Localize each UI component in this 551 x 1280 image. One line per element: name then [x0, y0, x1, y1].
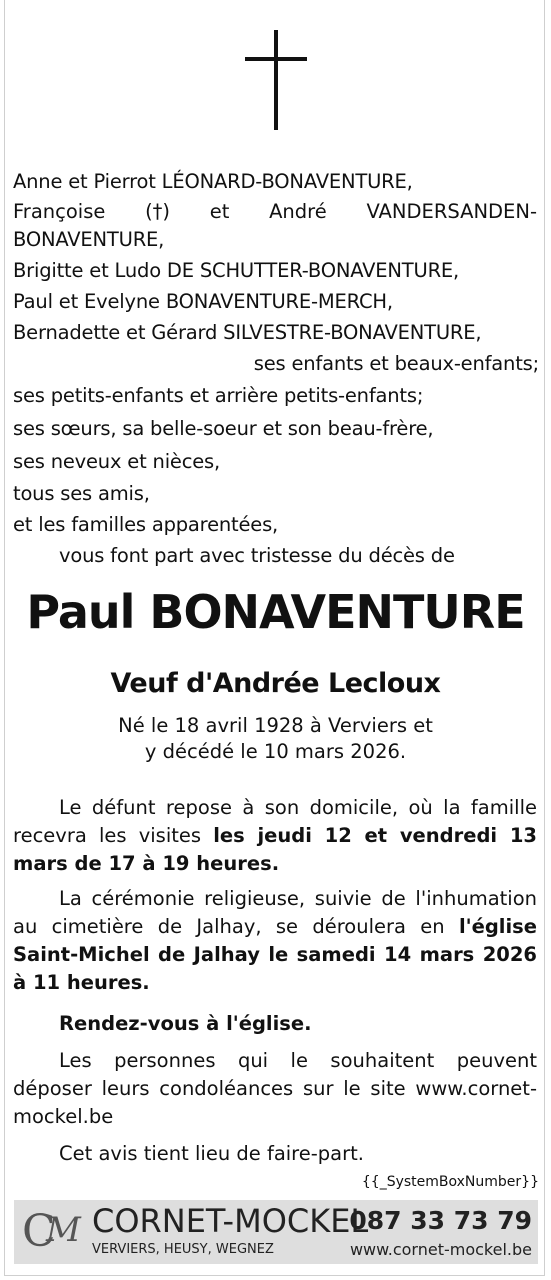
- family-line-11: tous ses amis,: [13, 482, 150, 505]
- family-line-5: Paul et Evelyne BONAVENTURE-MERCH,: [13, 290, 393, 313]
- death-info: y décédé le 10 mars 2026.: [144, 740, 407, 763]
- phone-number: 087 33 73 79: [349, 1206, 532, 1235]
- deceased-spouse: Veuf d'Andrée Lecloux: [110, 668, 441, 699]
- family-line-7: ses enfants et beaux-enfants;: [253, 352, 539, 375]
- visit-paragraph: Le défunt repose à son domicile, où la famille recevra les visites les jeudi 12 et vendredi 13 mars de 17 à 19 heures.: [13, 796, 537, 875]
- funeral-home-footer: [14, 1200, 538, 1264]
- notice-text: Cet avis tient lieu de faire-part.: [59, 1142, 364, 1165]
- family-line-10: ses neveux et nièces,: [13, 450, 220, 473]
- family-line-1: Anne et Pierrot LÉONARD-BONAVENTURE,: [13, 170, 413, 193]
- family-line-6: Bernadette et Gérard SILVESTRE-BONAVENTURE,: [13, 321, 482, 344]
- cities-list: VERVIERS, HEUSY, WEGNEZ: [92, 1242, 274, 1257]
- family-line-13: vous font part avec tristesse du décès de: [59, 544, 455, 567]
- family-line-2: Françoise (†) et André VANDERSANDEN-: [13, 200, 537, 223]
- brand-name: CORNET-MOCKEL: [92, 1202, 369, 1240]
- family-line-4: Brigitte et Ludo DE SCHUTTER-BONAVENTURE,: [13, 259, 460, 282]
- family-line-12: et les familles apparentées,: [13, 513, 279, 536]
- cross-icon: [245, 30, 307, 130]
- family-line-3: BONAVENTURE,: [13, 228, 165, 251]
- cornet-mockel-logo: C M: [22, 1206, 81, 1257]
- condolences-paragraph: Les personnes qui le souhaitent peuvent déposer leurs condoléances sur le site www.cornet-mockel.be: [13, 1049, 537, 1128]
- ceremony-paragraph: La cérémonie religieuse, suivie de l'inhumation au cimetière de Jalhay, se déroulera en l'église Saint-Michel de Jalhay le samedi 14 mars 2026 à 11 heures.: [13, 887, 537, 994]
- system-box-number: {{_SystemBoxNumber}}: [361, 1174, 539, 1190]
- website-link[interactable]: www.cornet-mockel.be: [349, 1240, 532, 1259]
- birth-info: Né le 18 avril 1928 à Verviers et: [118, 714, 433, 737]
- family-line-8: ses petits-enfants et arrière petits-enfants;: [13, 384, 424, 407]
- rendezvous-text: Rendez-vous à l'église.: [59, 1012, 312, 1035]
- family-line-9: ses sœurs, sa belle-soeur et son beau-frère,: [13, 417, 434, 440]
- deceased-name: Paul BONAVENTURE: [26, 585, 525, 639]
